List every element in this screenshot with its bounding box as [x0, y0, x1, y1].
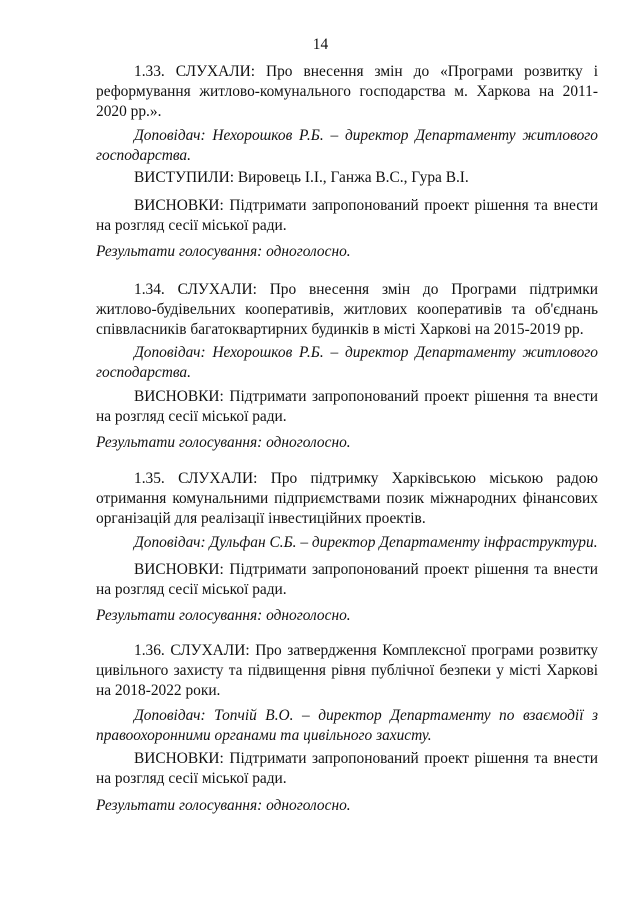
item-1-36-conclusion: ВИСНОВКИ: Підтримати запропонований проект рішення та внести на розгляд сесії міської ради.: [96, 750, 598, 787]
item-1-33-conclusion: ВИСНОВКИ: Підтримати запропонований проект рішення та внести на розгляд сесії міської ради.: [96, 197, 598, 234]
item-1-33-heard: 1.33. СЛУХАЛИ: Про внесення змін до «Програми розвитку і реформування житлово-комунального господарства м. Харкова на 2011-2020 рр.».: [96, 63, 598, 120]
page-number: 14: [312, 36, 329, 53]
item-1-36-speaker: Доповідач: Топчій В.О. – директор Департаменту по взаємодії з правоохоронними органами та цивільного захисту.: [96, 707, 598, 744]
item-1-35-conclusion: ВИСНОВКИ: Підтримати запропонований проект рішення та внести на розгляд сесії міської ради.: [96, 561, 598, 598]
item-1-33-speaker: Доповідач: Нехорошков Р.Б. – директор Департаменту житлового господарства.: [96, 127, 598, 164]
item-1-33-spoke: ВИСТУПИЛИ: Вировець І.І., Ганжа В.С., Гура В.І.: [134, 169, 469, 186]
item-1-34-speaker: Доповідач: Нехорошков Р.Б. – директор Департаменту житлового господарства.: [96, 344, 598, 381]
item-1-34-heard: 1.34. СЛУХАЛИ: Про внесення змін до Програми підтримки житлово-будівельних кооперативів, житлових кооперативів та об'єднань співвласників багатоквартирних будинків в місті Харкові на 2015-2019 рр.: [96, 281, 598, 338]
item-1-35-speaker: Доповідач: Дульфан С.Б. – директор Департаменту інфраструктури.: [134, 534, 598, 551]
item-1-34-conclusion: ВИСНОВКИ: Підтримати запропонований проект рішення та внести на розгляд сесії міської ради.: [96, 388, 598, 425]
item-1-34-vote: Результати голосування: одноголосно.: [96, 434, 351, 451]
item-1-36-vote: Результати голосування: одноголосно.: [96, 797, 351, 814]
item-1-35-heard: 1.35. СЛУХАЛИ: Про підтримку Харківською міською радою отримання комунальними підприємствами позик міжнародних фінансових організацій для реалізації інвестиційних проектів.: [96, 470, 598, 527]
item-1-33-vote: Результати голосування: одноголосно.: [96, 243, 351, 260]
item-1-35-vote: Результати голосування: одноголосно.: [96, 607, 351, 624]
item-1-36-heard: 1.36. СЛУХАЛИ: Про затвердження Комплексної програми розвитку цивільного захисту та підвищення рівня публічної безпеки у місті Харкові на 2018-2022 роки.: [96, 642, 598, 699]
